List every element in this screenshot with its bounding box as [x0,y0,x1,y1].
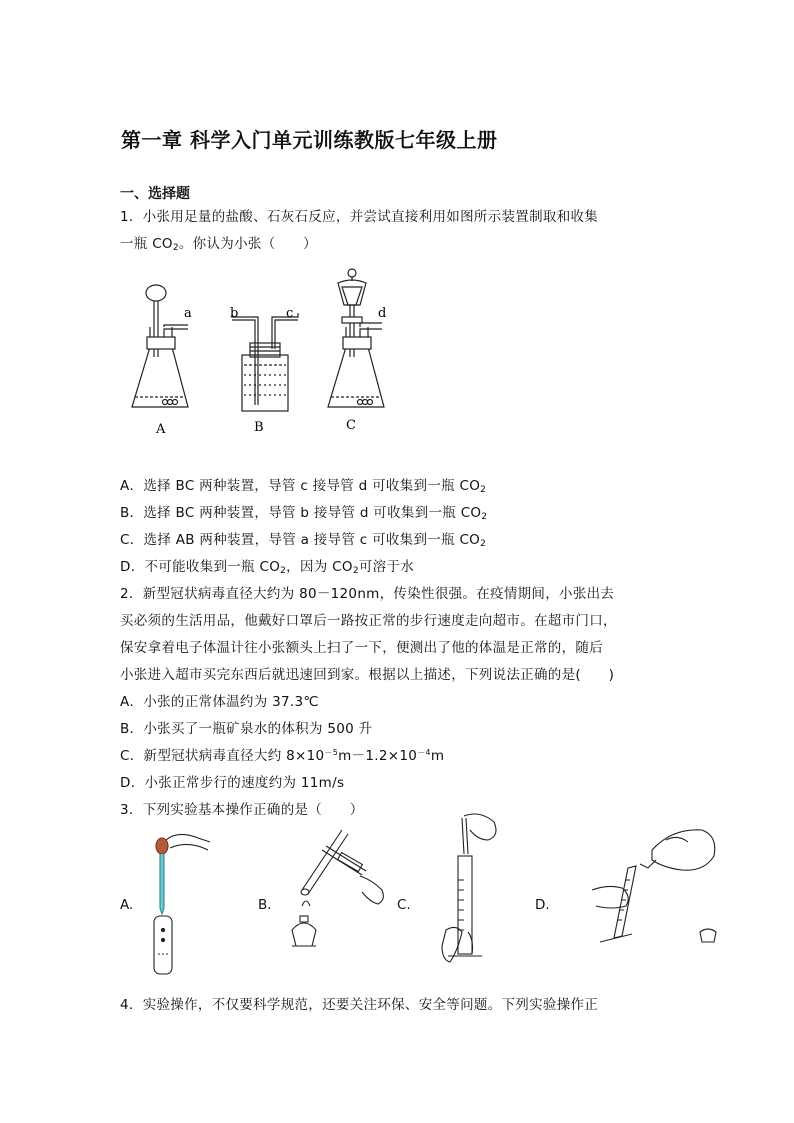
q1-option-c: C．选择 AB 两种装置，导管 a 接导管 c 可收集到一瓶 $CO_2$ [120,532,487,549]
q1-option-d: D．不可能收集到一瓶 $CO_2$，因为 $CO_2$可溶于水 [120,559,415,576]
flask-a [132,285,188,407]
q2-option-a: A．小张的正常体温约为 37.3℃ [120,694,319,710]
fig-label-d: d [378,306,387,321]
q3-image-b-heating [282,820,392,960]
page-title: 第一章 科学入门单元训练教版七年级上册 [121,128,498,152]
q4-stem: 4．实验操作，不仅要科学规范，还要关注环保、安全等问题。下列实验操作正 [120,997,599,1013]
q2-option-b: B．小张买了一瓶矿泉水的体积为 500 升 [120,721,373,737]
q3-stem: 3．下列实验基本操作正确的是（ ） [120,802,364,818]
q2-stem-line4: 小张进入超市买完东西后就迅速回到家。根据以上描述，下列说法正确的是( ) [120,667,615,683]
q3-image-a-dropper [148,830,218,980]
fig-label-B: B [254,420,264,435]
q3-image-c-cylinder [428,810,508,970]
section-heading: 一、选择题 [120,186,190,202]
fig-label-b: b [230,306,239,321]
q2-stem-line3: 保安拿着电子体温计往小张额头上扫了一下，便测出了他的体温是正常的，随后 [120,640,603,656]
q2-stem-line2: 买必须的生活用品，他戴好口罩后一路按正常的步行速度走向超市。在超市门口， [120,613,617,629]
q3-label-c: C. [397,897,411,913]
q1-option-b: B．选择 BC 两种装置，导管 b 接导管 d 可收集到一瓶 $CO_2$ [120,505,488,522]
q3-image-d-pouring [592,820,722,960]
q3-label-b: B. [258,897,272,913]
q3-label-d: D. [535,897,550,913]
fig-label-c: c [286,306,294,321]
q3-label-a: A. [120,897,134,913]
q2-option-d: D．小张正常步行的速度约为 11m/s [120,775,345,791]
flask-c [328,269,387,407]
q1-stem-line1: 1．小张用足量的盐酸、石灰石反应，并尝试直接利用如图所示装置制取和收集 [120,209,599,225]
q2-stem-line1: 2．新型冠状病毒直径大约为 80－120nm，传染性很强。在疫情期间，小张出去 [120,586,615,602]
fig-label-C: C [346,418,356,433]
fig-label-A: A [156,422,166,437]
q1-apparatus-figure [120,265,420,435]
fig-label-a: a [184,306,192,321]
q1-stem-line2: 一瓶 $CO_2$。你认为小张（ ） [120,236,317,253]
q1-option-a: A．选择 BC 两种装置，导管 c 接导管 d 可收集到一瓶 $CO_2$ [120,478,487,495]
q2-option-c: C．新型冠状病毒直径大约 $8\times 10^{-5}m-1.2\times 10^{-4}m$ [120,748,445,764]
bottle-b [232,313,298,411]
